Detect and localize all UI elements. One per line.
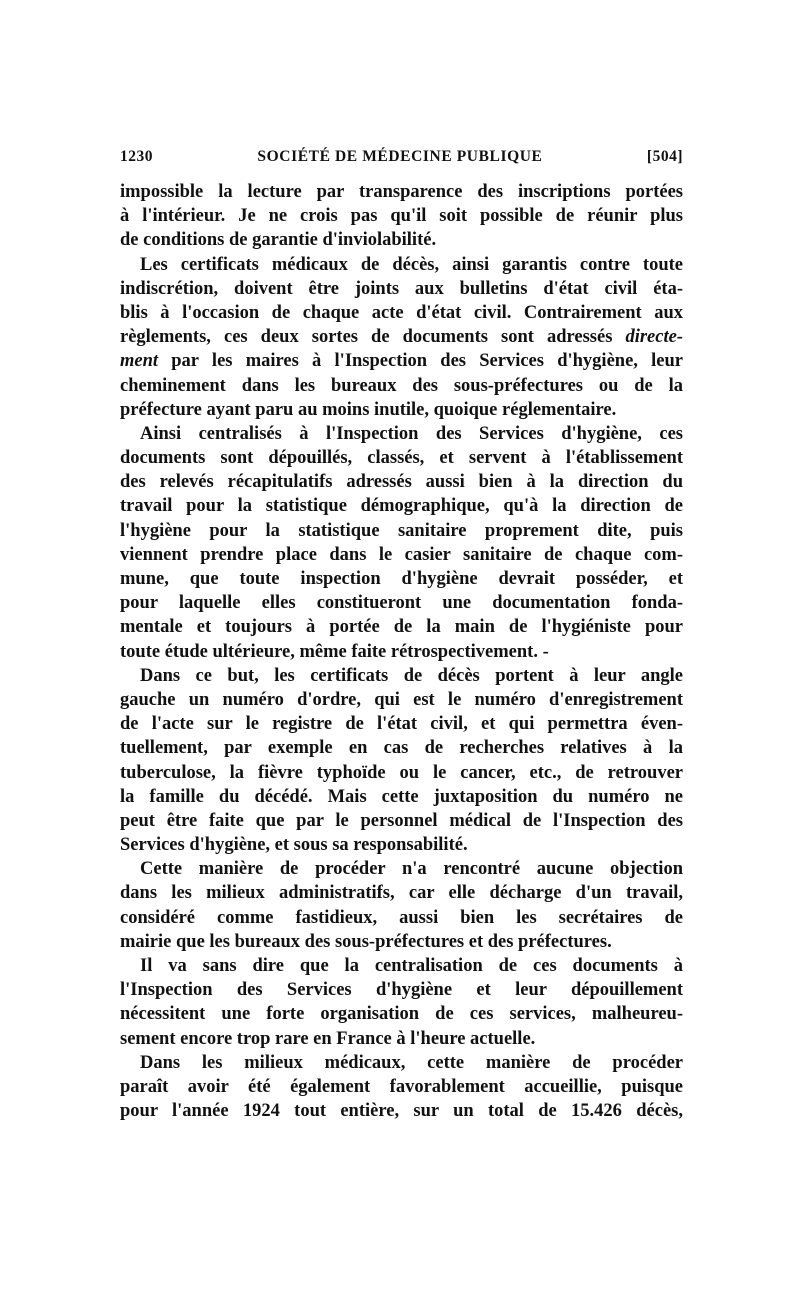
text-line: nécessitent une forte organisation de ces services, malheureu-	[120, 1004, 683, 1025]
text-line: considéré comme fastidieux, aussi bien les secrétaires de	[120, 907, 683, 928]
text-line: la famille du décédé. Mais cette juxtaposition du numéro ne	[120, 786, 683, 807]
document-page	[120, 148, 683, 1123]
text-line: Les certificats médicaux de décès, ainsi garantis contre toute	[140, 254, 683, 275]
text-line: préfecture ayant paru au moins inutile, quoique réglementaire.	[120, 399, 617, 420]
text-line: blis à l'occasion de chaque acte d'état civil. Contrairement aux	[120, 302, 683, 323]
text-line: pour l'année 1924 tout entière, sur un total de 15.426 décès,	[120, 1101, 683, 1122]
text-line: l'Inspection des Services d'hygiène et leur dépouillement	[120, 980, 683, 1001]
text-line: cheminement dans les bureaux des sous-préfectures ou de la	[120, 375, 683, 396]
text-line: gauche un numéro d'ordre, qui est le numéro d'enregistrement	[120, 689, 683, 710]
body-text	[120, 180, 683, 1123]
running-head	[120, 148, 683, 170]
text-line: de conditions de garantie d'inviolabilité.	[120, 230, 437, 251]
page-number: 1230	[120, 148, 153, 165]
text-line: impossible la lecture par transparence des inscriptions portées	[120, 182, 683, 202]
text-line: Dans les milieux médicaux, cette manière de procéder	[140, 1052, 683, 1073]
text-line: pour laquelle elles constitueront une documentation fonda-	[120, 593, 683, 614]
text-line: tuellement, par exemple en cas de recherches relatives à la	[120, 738, 683, 759]
text-line: viennent prendre place dans le casier sanitaire de chaque com-	[120, 544, 683, 565]
text-line: Dans ce but, les certificats de décès portent à leur angle	[140, 665, 683, 686]
text-line: mune, que toute inspection d'hygiène devrait posséder, et	[120, 569, 683, 589]
text-line: Il va sans dire que la centralisation de ces documents à	[140, 956, 683, 976]
text-line: tuberculose, la fièvre typhoïde ou le cancer, etc., de retrouver	[120, 762, 683, 783]
text-line: à l'intérieur. Je ne crois pas qu'il soit possible de réunir plus	[120, 206, 683, 227]
text-line: indiscrétion, doivent être joints aux bulletins d'état civil éta-	[120, 278, 683, 299]
text-line: travail pour la statistique démographique, qu'à la direction de	[120, 496, 683, 517]
text-line: peut être faite que par le personnel médical de l'Inspection des	[120, 810, 683, 831]
page-reference: [504]	[646, 148, 683, 165]
text-line: toute étude ultérieure, même faite rétrospectivement. -	[120, 641, 549, 662]
text-line: paraît avoir été également favorablement accueillie, puisque	[120, 1076, 683, 1097]
text-line: des relevés récapitulatifs adressés aussi bien à la direction du	[120, 472, 683, 493]
text-line: mairie que les bureaux des sous-préfectures et des préfectures.	[120, 931, 612, 952]
text-line: ment par les maires à l'Inspection des Services d'hygiène, leur	[120, 351, 683, 372]
text-line: sement encore trop rare en France à l'heure actuelle.	[120, 1028, 536, 1049]
text-line: Services d'hygiène, et sous sa responsabilité.	[120, 835, 468, 856]
text-line: dans les milieux administratifs, car elle décharge d'un travail,	[120, 883, 683, 904]
text-line: de l'acte sur le registre de l'état civil, et qui permettra éven-	[120, 714, 683, 735]
text-line: l'hygiène pour la statistique sanitaire proprement dite, puis	[120, 520, 683, 541]
running-title: SOCIÉTÉ DE MÉDECINE PUBLIQUE	[257, 148, 543, 165]
text-line: Cette manière de procéder n'a rencontré aucune objection	[140, 859, 683, 880]
text-line: Ainsi centralisés à l'Inspection des Services d'hygiène, ces	[140, 423, 683, 444]
text-line: documents sont dépouillés, classés, et servent à l'établissement	[120, 448, 683, 469]
text-line: règlements, ces deux sortes de documents sont adressés directe-	[120, 327, 683, 348]
text-line: mentale et toujours à portée de la main de l'hygiéniste pour	[120, 617, 683, 638]
